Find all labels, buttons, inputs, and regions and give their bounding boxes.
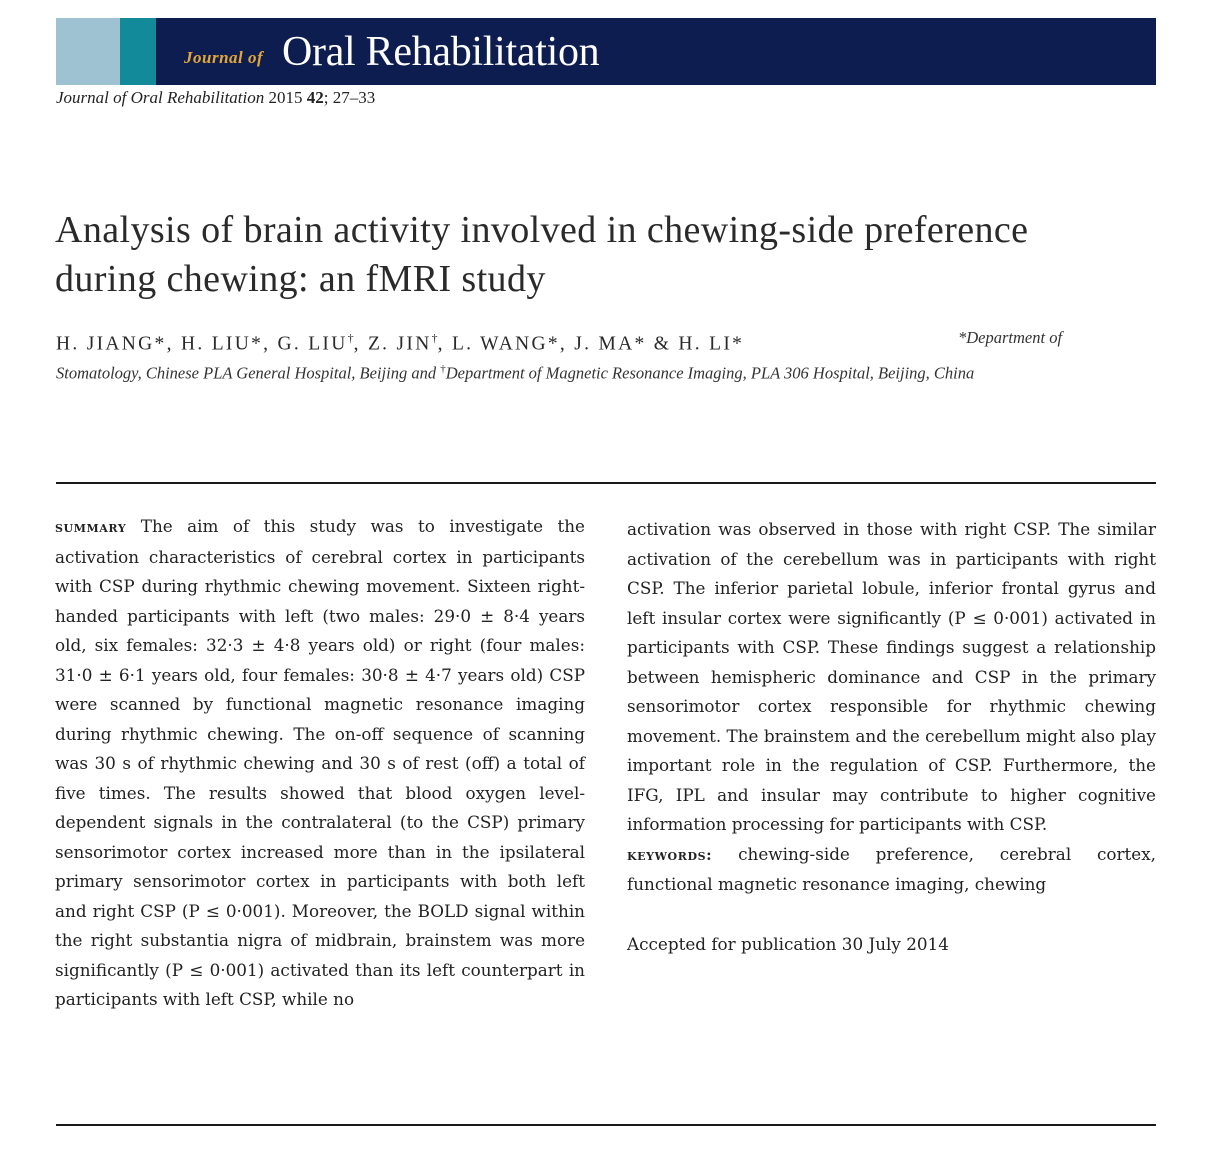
masthead-teal-block <box>120 18 156 85</box>
affiliation-part-3: Department of Magnetic Resonance Imaging, PLA 306 Hospital, Beijing, China <box>445 363 975 383</box>
spacer <box>627 900 1156 930</box>
summary-continuation: activation was observed in those with right CSP. The similar activation of the cerebellum was in participants with right CSP. The inferior parietal lobule, inferior frontal gyrus and left insular cortex were significantly (P ≤ 0·001) activated in participants with CSP. These findings suggest a relationship between hemispheric dominance and CSP in the primary sensorimotor cortex responsible for rhythmic chewing movement. The brainstem and the cerebellum might also play important role in the regulation of CSP. Furthermore, the IFG, IPL and insular may contribute to higher cognitive information processing for participants with CSP. <box>627 519 1156 834</box>
citation-line <box>56 88 375 108</box>
citation-pages: ; 27–33 <box>323 88 376 107</box>
abstract-right-column <box>627 515 1156 959</box>
masthead-light-block <box>56 18 120 85</box>
affiliation-line <box>56 356 1166 387</box>
dagger-mark-1: † <box>347 331 354 345</box>
journal-masthead <box>56 18 1156 85</box>
summary-label: summary <box>55 518 127 536</box>
dagger-mark-2: † <box>431 331 438 345</box>
authors-part-1: H. JIANG*, H. LIU*, G. LIU <box>56 333 348 355</box>
affiliation-start: *Department of <box>958 328 1063 347</box>
keywords-paragraph <box>627 840 1156 900</box>
authors-part-2: , Z. JIN <box>353 333 432 355</box>
keywords-text: chewing-side preference, cerebral cortex, functional magnetic resonance imaging, chewing <box>627 843 1156 894</box>
summary-paragraph <box>55 512 585 1015</box>
citation-year: 2015 <box>268 88 303 107</box>
article-title: Analysis of brain activity involved in chewing-side preference during chewing: an fMRI study <box>55 209 1029 300</box>
summary-text-left: The aim of this study was to investigate the activation characteristics of cerebral cortex in participants with CSP during rhythmic chewing movement. Sixteen right-handed participants with left (two males: 29·0 ± 8·4 years old, six females: 32·3 ± 4·8 years old) or right (four males: 31·0 ± 6·1 years old, four females: 30·8 ± 4·7 years old) CSP were scanned by functional magnetic resonance imaging during rhythmic chewing. The on-off sequence of scanning was 30 s of rhythmic chewing and 30 s of rest (off) a total of five times. The results showed that blood oxygen level-dependent signals in the contralateral (to the CSP) primary sensorimotor cortex increased more than in the ipsilateral primary sensorimotor cortex in participants with both left and right CSP (P ≤ 0·001). Moreover, the BOLD signal within the right substantia nigra of midbrain, brainstem was more significantly (P ≤ 0·001) activated than its left counterpart in participants with left CSP, while no <box>55 516 585 1009</box>
bottom-rule <box>56 1124 1156 1126</box>
accepted-date: Accepted for publication 30 July 2014 <box>627 933 949 954</box>
citation-volume: 42 <box>306 88 324 107</box>
affiliation-dagger: † <box>440 363 446 375</box>
abstract-left-column <box>55 512 585 1015</box>
masthead-journal-name: Oral Rehabilitation <box>282 29 600 75</box>
authors-part-3: , L. WANG*, J. MA* & H. LI* <box>437 333 745 355</box>
masthead-journal-of: Journal of <box>184 48 264 67</box>
top-rule <box>56 482 1156 484</box>
affiliation-part-2: Stomatology, Chinese PLA General Hospital, Beijing and <box>56 363 441 383</box>
keywords-label: keywords: <box>627 845 713 864</box>
citation-journal: Journal of Oral Rehabilitation <box>56 88 265 107</box>
